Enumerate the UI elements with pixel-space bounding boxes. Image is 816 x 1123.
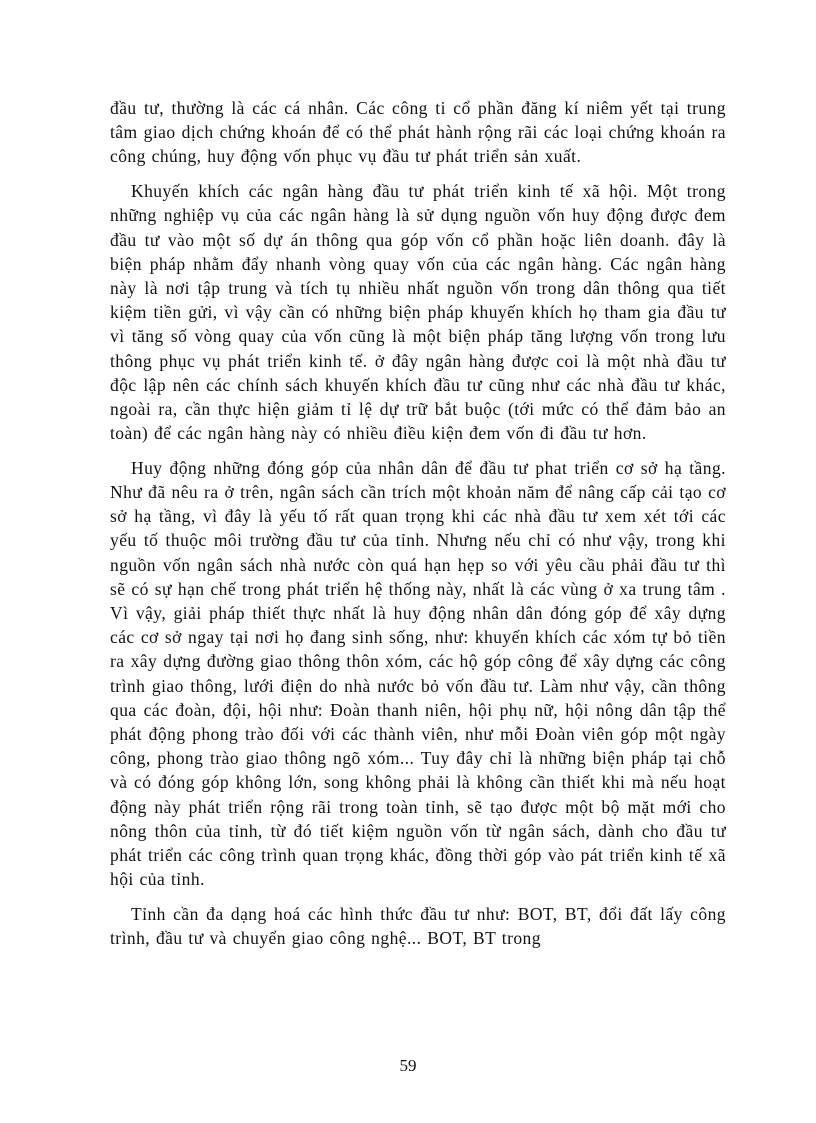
- body-text: [110, 96, 726, 950]
- paragraph-continuation: đầu tư, thường là các cá nhân. Các công ti cổ phần đăng kí niêm yết tại trung tâm giao dịch chứng khoán để có thể phát hành rộng rãi các loại chứng khoán ra công chúng, huy động vốn phục vụ đầu tư phát triển sản xuất.: [110, 98, 726, 167]
- paragraph-bank-investment: Khuyến khích các ngân hàng đầu tư phát triển kinh tế xã hội. Một trong những nghiệp vụ của các ngân hàng là sử dụng nguồn vốn huy động được đem đầu tư vào một số dự án thông qua góp vốn cổ phần hoặc liên doanh. đây là biện pháp nhằm đẩy nhanh vòng quay vốn của các ngân hàng. Các ngân hàng này là nơi tập trung và tích tụ nhiều nhất nguồn vốn trong dân thông qua tiết kiệm tiền gửi, vì vậy cần có những biện pháp khuyến khích họ tham gia đầu tư vì tăng số vòng quay của vốn cũng là một biện pháp tăng lượng vốn trong lưu thông phục vụ phát triển kinh tế. ở đây ngân hàng được coi là một nhà đầu tư độc lập nên các chính sách khuyến khích đầu tư cũng như các nhà đầu tư khác, ngoài ra, cần thực hiện giảm tỉ lệ dự trữ bắt buộc (tới mức có thể đảm bảo an toàn) để các ngân hàng này có nhiều điều kiện đem vốn đi đầu tư hơn.: [110, 181, 726, 444]
- page-number: 59: [399, 1056, 417, 1075]
- paragraph-public-contribution: Huy động những đóng góp của nhân dân để đầu tư phat triển cơ sở hạ tầng. Như đã nêu ra ở trên, ngân sách cần trích một khoản năm để nâng cấp cải tạo cơ sở hạ tầng, vì đây là yếu tố rất quan trọng khi các nhà đầu tư xem xét tới các yếu tố thuộc môi trường đầu tư của tỉnh. Nhưng nếu chỉ có như vậy, trong khi nguồn vốn ngân sách nhà nước còn quá hạn hẹp so với yêu cầu phải đầu tư thì sẽ có sự hạn chế trong phát triển hệ thống này, nhất là các vùng ở xa trung tâm . Vì vậy, giải pháp thiết thực nhất là huy động nhân dân đóng góp để xây dựng các cơ sở ngay tại nơi họ đang sinh sống, như: khuyến khích các xóm tự bỏ tiền ra xây dựng đường giao thông thôn xóm, các hộ góp công để xây dựng các công trình giao thông, lưới điện do nhà nước bỏ vốn đầu tư. Làm như vậy, cần thông qua các đoàn, đội, hội như: Đoàn thanh niên, hội phụ nữ, hội nông dân tập thể phát động phong trào đối với các thành viên, như mỗi Đoàn viên góp một ngày công, phong trào giao thông ngõ xóm... Tuy đây chỉ là những biện pháp tại chỗ và có đóng góp không lớn, song không phải là không cần thiết khi mà nếu hoạt động này phát triển rộng rãi trong toàn tỉnh, sẽ tạo được một bộ mặt mới cho nông thôn của tỉnh, từ đó tiết kiệm nguồn vốn từ ngân sách, dành cho đầu tư phát triển các công trình quan trọng khác, đồng thời góp vào pát triển kinh tế xã hội của tỉnh.: [110, 457, 726, 890]
- paragraph-investment-forms: Tỉnh cần đa dạng hoá các hình thức đầu tư như: BOT, BT, đổi đất lấy công trình, đầu tư và chuyển giao công nghệ... BOT, BT trong: [110, 904, 726, 949]
